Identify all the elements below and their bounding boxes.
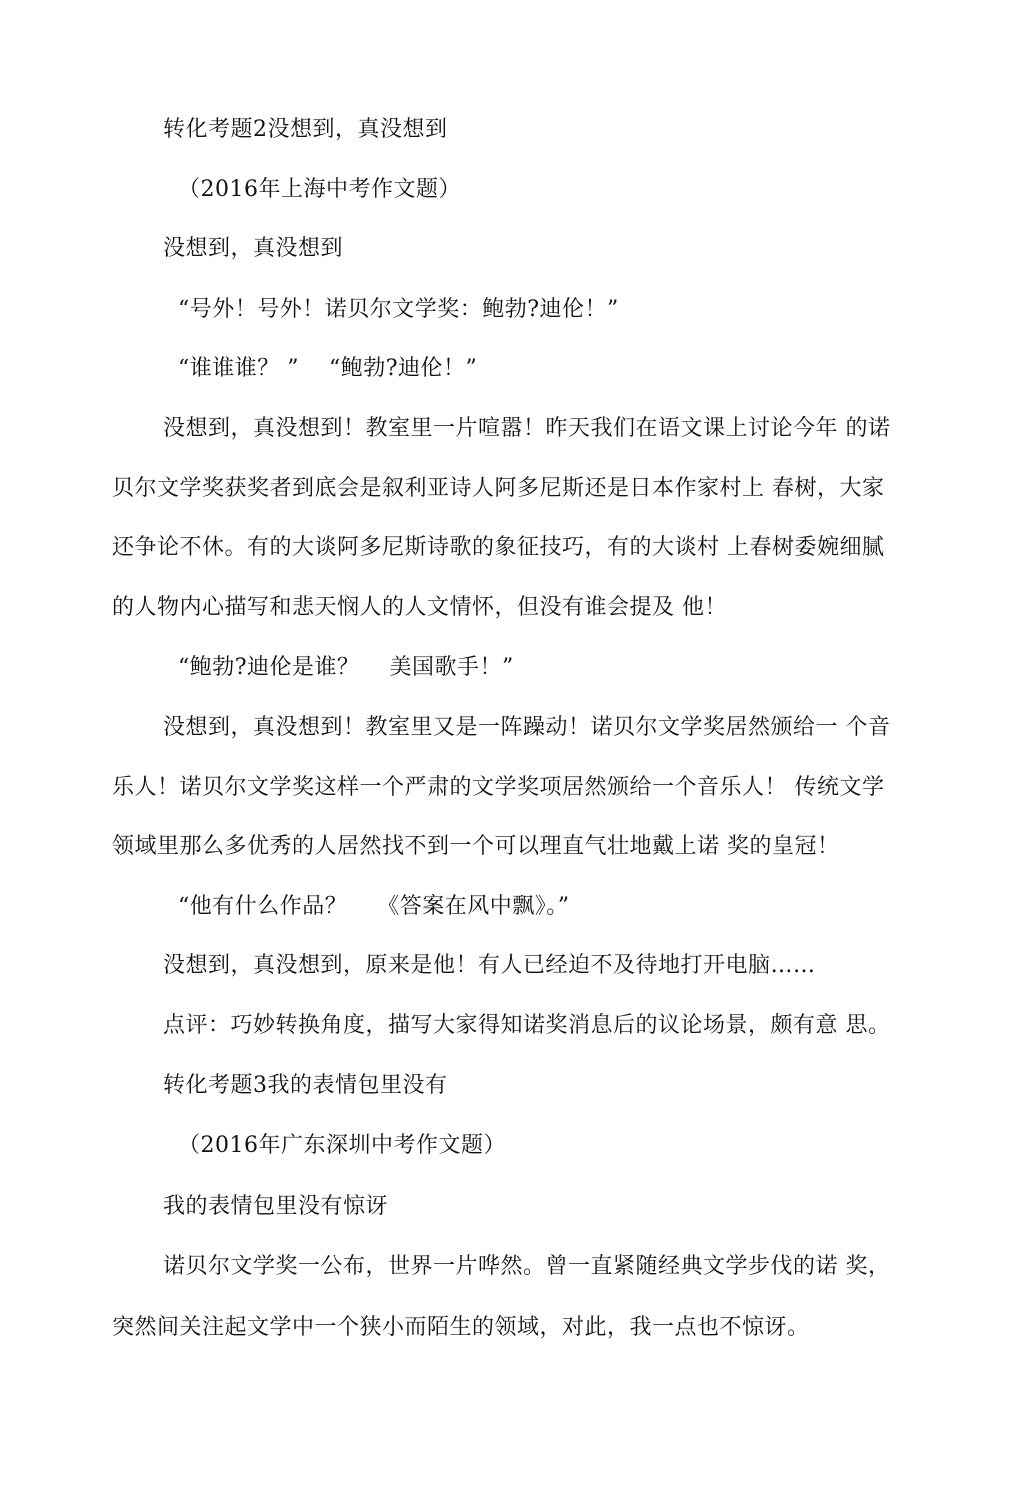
- paragraph-line: 突然间关注起文学中一个狭小而陌生的领域，对此，我一点也不惊讶。: [112, 1315, 810, 1340]
- heading-exam-2: 转化考题2没想到，真没想到: [163, 117, 448, 142]
- essay-title-2: 没想到，真没想到: [163, 236, 344, 261]
- paragraph-line: 没想到，真没想到！教室里一片喧嚣！昨天我们在语文课上讨论今年 的诺: [163, 416, 891, 441]
- paragraph-line: “号外！号外！诺贝尔文学奖：鲍勃?迪伦！”: [178, 297, 619, 322]
- paragraph-line: 诺贝尔文学奖一公布，世界一片哗然。曾一直紧随经典文学步伐的诺 奖，: [163, 1254, 891, 1279]
- source-line-2016-shanghai: （2016年上海中考作文题）: [178, 177, 461, 202]
- paragraph-line: “鲍勃?迪伦是谁？ 美国歌手！”: [178, 655, 514, 680]
- heading-exam-3: 转化考题3我的表情包里没有: [163, 1073, 448, 1098]
- source-line-2016-shenzhen: （2016年广东深圳中考作文题）: [178, 1133, 506, 1158]
- paragraph-line: 还争论不休。有的大谈阿多尼斯诗歌的象征技巧，有的大谈村 上春树委婉细腻: [112, 535, 885, 560]
- paragraph-line: 没想到，真没想到！教室里又是一阵躁动！诺贝尔文学奖居然颁给一 个音: [163, 715, 891, 740]
- paragraph-line: 没想到，真没想到，原来是他！有人已经迫不及待地打开电脑……: [163, 953, 816, 978]
- paragraph-line: 贝尔文学奖获奖者到底会是叙利亚诗人阿多尼斯还是日本作家村上 春树，大家: [112, 476, 885, 501]
- paragraph-line: 领域里那么多优秀的人居然找不到一个可以理直气壮地戴上诺 奖的皇冠！: [112, 834, 840, 859]
- essay-title-3: 我的表情包里没有惊讶: [163, 1194, 389, 1219]
- paragraph-line: 的人物内心描写和悲天悯人的人文情怀，但没有谁会提及 他！: [112, 595, 727, 620]
- paragraph-line: “他有什么作品？ 《答案在风中飘》。”: [178, 894, 570, 919]
- paragraph-line: 乐人！诺贝尔文学奖这样一个严肃的文学奖项居然颁给一个音乐人！ 传统文学: [112, 775, 885, 800]
- paragraph-line: “谁谁谁？ ” “鲍勃?迪伦！”: [178, 356, 478, 381]
- comment-line: 点评：巧妙转换角度，描写大家得知诺奖消息后的议论场景，颇有意 思。: [163, 1013, 891, 1038]
